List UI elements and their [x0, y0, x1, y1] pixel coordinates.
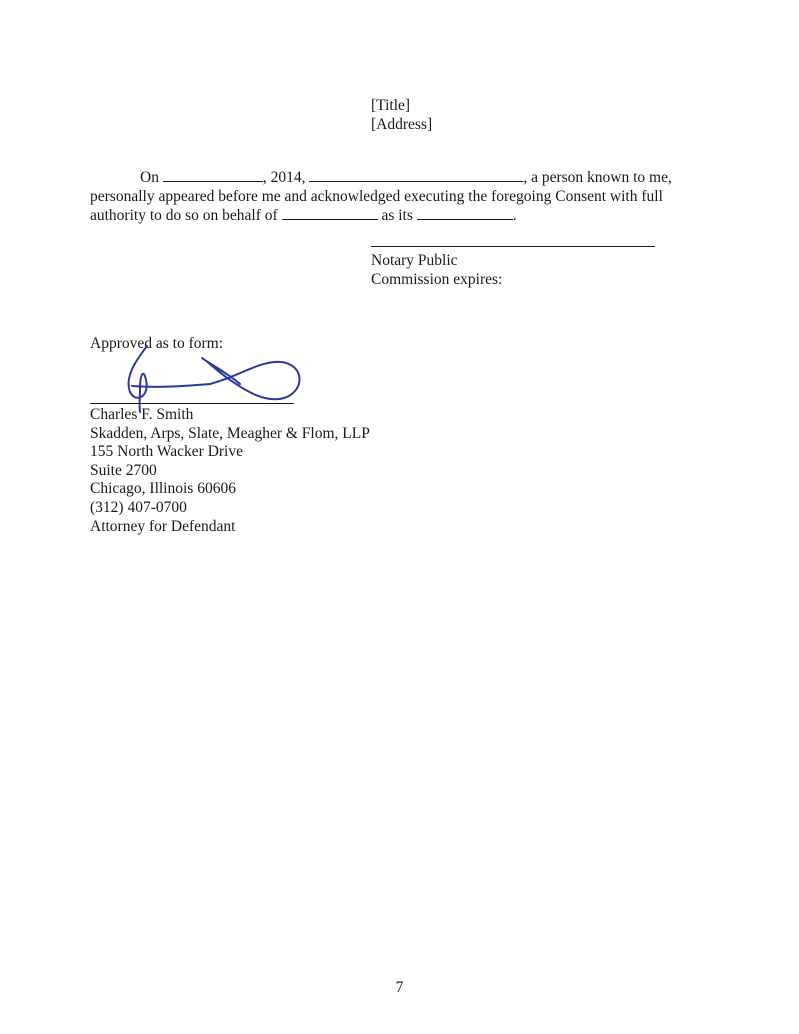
entity-blank: [282, 206, 378, 220]
addressee-block: [371, 96, 432, 134]
approved-as-to-form-label: Approved as to form:: [90, 335, 224, 352]
attorney-firm: Skadden, Arps, Slate, Meagher & Flom, LLP: [90, 424, 370, 442]
title-placeholder: [Title]: [371, 97, 411, 114]
ack-year: , 2014,: [262, 169, 306, 186]
date-blank: [163, 168, 263, 182]
ack-line3-start: authority to do so on behalf of: [90, 207, 278, 224]
attorney-phone: (312) 407-0700: [90, 498, 187, 516]
notary-acknowledgment: [90, 168, 700, 225]
notary-signature-block: [371, 246, 655, 289]
person-name-blank: [309, 168, 523, 182]
ack-on: On: [140, 169, 159, 186]
page-number: 7: [395, 979, 404, 996]
ack-as-its: as its: [381, 207, 413, 224]
attorney-block: [90, 406, 370, 536]
notary-public-label: Notary Public: [371, 252, 458, 269]
ack-line1-end: , a person known to me,: [523, 169, 672, 186]
attorney-city: Chicago, Illinois 60606: [90, 480, 236, 498]
attorney-suite: Suite 2700: [90, 461, 157, 479]
address-placeholder: [Address]: [371, 116, 433, 133]
notary-signature-line: [371, 246, 655, 247]
ack-line-3: [90, 206, 700, 225]
attorney-role: Attorney for Defendant: [90, 517, 236, 535]
ack-line-2: personally appeared before me and acknowledged executing the foregoing Consent with full: [90, 188, 663, 205]
ack-line-1: [90, 168, 700, 187]
attorney-signature-line: [90, 403, 294, 404]
commission-expires-label: Commission expires:: [371, 271, 503, 288]
attorney-name: Charles F. Smith: [90, 406, 194, 423]
ack-period: .: [512, 207, 517, 224]
capacity-blank: [417, 206, 513, 220]
attorney-street: 155 North Wacker Drive: [90, 443, 243, 461]
